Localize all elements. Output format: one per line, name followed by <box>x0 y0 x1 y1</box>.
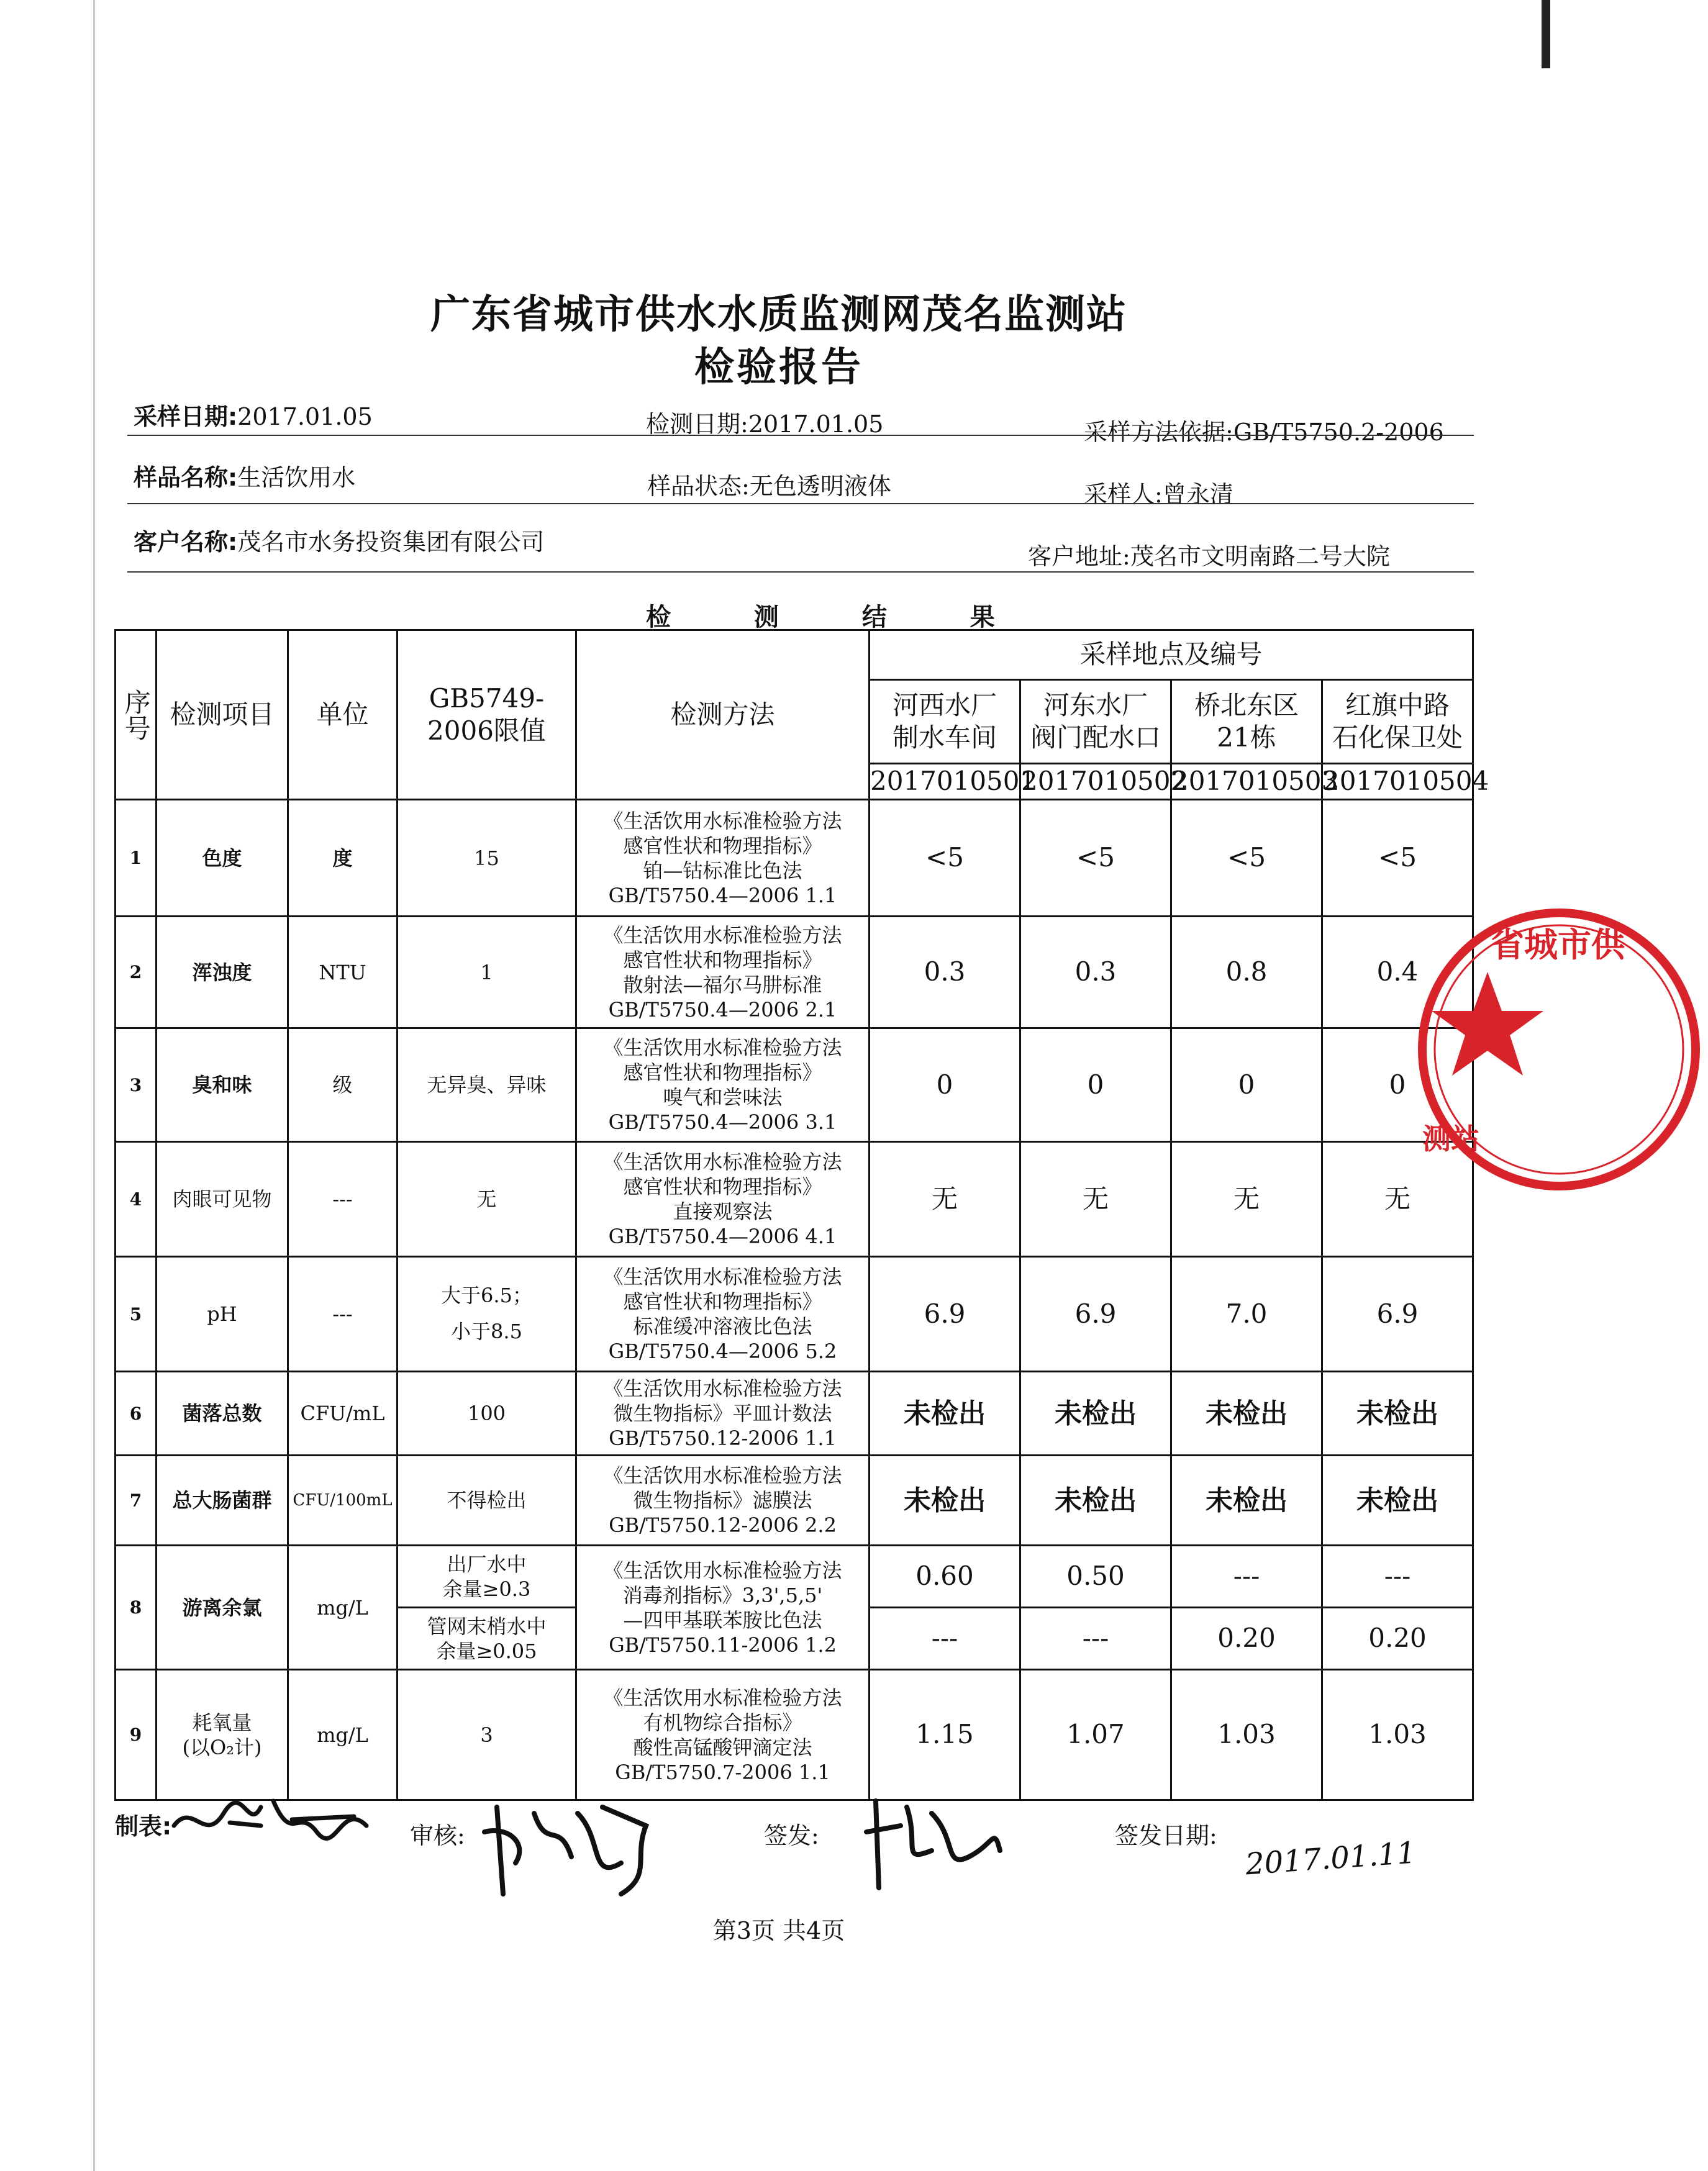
divider <box>127 571 1474 573</box>
row-value: 0.20 <box>1322 1608 1473 1670</box>
signature-reviewer <box>478 1788 665 1906</box>
row-value: 0.50 <box>1020 1546 1171 1608</box>
official-seal <box>1410 900 1708 1199</box>
issued-by <box>764 1816 819 1851</box>
row-limit: 100 <box>397 1372 576 1456</box>
row-no: 6 <box>116 1372 157 1456</box>
row-item: 肉眼可见物 <box>157 1142 288 1257</box>
row-method: 《生活饮用水标准检验方法 微生物指标》平皿计数法 GB/T5750.12-2006 1.1 <box>576 1372 870 1456</box>
row-item: 臭和味 <box>157 1028 288 1142</box>
method-basis-label: 采样方法依据: <box>1084 419 1233 446</box>
sample-name-value: 生活饮用水 <box>237 464 356 491</box>
row-value: 6.9 <box>1322 1257 1473 1372</box>
row-value: 未检出 <box>1171 1372 1322 1456</box>
issued-label: 签发: <box>764 1822 819 1849</box>
location-code: 2017010501 <box>870 764 1020 800</box>
method-basis-value: GB/T5750.2-2006 <box>1233 419 1444 446</box>
sampler-label: 采样人: <box>1084 481 1163 508</box>
header-item: 检测项目 <box>157 630 288 800</box>
row-value: 0 <box>1020 1028 1171 1142</box>
sample-state-value: 无色透明液体 <box>749 473 891 500</box>
row-value: 1.03 <box>1171 1670 1322 1800</box>
location-code: 2017010503 <box>1171 764 1322 800</box>
row-no: 7 <box>116 1456 157 1546</box>
row-value: 未检出 <box>1171 1456 1322 1546</box>
issue-date-label: 签发日期: <box>1115 1822 1217 1849</box>
row-item: 菌落总数 <box>157 1372 288 1456</box>
table-row <box>116 1456 1473 1546</box>
divider <box>127 503 1474 504</box>
row-value: --- <box>1322 1546 1473 1608</box>
row-limit: 1 <box>397 917 576 1028</box>
row-limit: 大于6.5； 小于8.5 <box>397 1257 576 1372</box>
row-method: 《生活饮用水标准检验方法 微生物指标》滤膜法 GB/T5750.12-2006 2.2 <box>576 1456 870 1546</box>
location-code: 2017010504 <box>1322 764 1473 800</box>
client-address <box>1028 537 1390 571</box>
row-limit: 管网末梢水中 余量≥0.05 <box>397 1608 576 1670</box>
row-method: 《生活饮用水标准检验方法 感官性状和物理指标》 嗅气和尝味法 GB/T5750.4—2006 3.1 <box>576 1028 870 1142</box>
sample-state <box>647 467 891 501</box>
sample-state-label: 样品状态: <box>647 473 750 500</box>
test-date <box>646 405 883 439</box>
row-no: 5 <box>116 1257 157 1372</box>
row-value: 无 <box>1171 1142 1322 1257</box>
table-row <box>116 1028 1473 1142</box>
row-value: 未检出 <box>1020 1372 1171 1456</box>
test-date-label: 检测日期: <box>646 410 748 438</box>
row-method: 《生活饮用水标准检验方法 感官性状和物理指标》 铂—钴标准比色法 GB/T5750.4—2006 1.1 <box>576 800 870 917</box>
row-no: 3 <box>116 1028 157 1142</box>
row-item: 总大肠菌群 <box>157 1456 288 1546</box>
row-value: <5 <box>1020 800 1171 917</box>
row-unit: 级 <box>288 1028 397 1142</box>
method-basis <box>1084 413 1444 447</box>
seal-text: 省城市供 <box>1491 925 1625 964</box>
row-value: 无 <box>870 1142 1020 1257</box>
row-value: 1.15 <box>870 1670 1020 1800</box>
row-value: 1.03 <box>1322 1670 1473 1800</box>
row-unit: mg/L <box>288 1546 397 1670</box>
row-value: --- <box>1171 1546 1322 1608</box>
row-unit: --- <box>288 1257 397 1372</box>
location-name: 河西水厂 制水车间 <box>870 680 1020 764</box>
report-org-title: 广东省城市供水水质监测网茂名监测站 <box>430 292 1127 338</box>
sampling-date-value: 2017.01.05 <box>237 403 373 430</box>
row-item: 耗氧量 (以O₂计) <box>157 1670 288 1800</box>
row-limit: 15 <box>397 800 576 917</box>
prepared-label: 制表: <box>115 1813 172 1840</box>
row-method: 《生活饮用水标准检验方法 感官性状和物理指标》 标准缓冲溶液比色法 GB/T5750.4—2006 5.2 <box>576 1257 870 1372</box>
location-code: 2017010502 <box>1020 764 1171 800</box>
issue-date <box>1115 1816 1217 1851</box>
row-value: 无 <box>1322 1142 1473 1257</box>
reviewed-by <box>410 1816 465 1851</box>
location-name: 红旗中路 石化保卫处 <box>1322 680 1473 764</box>
row-limit: 无异臭、异味 <box>397 1028 576 1142</box>
table-row <box>116 1257 1473 1372</box>
results-section-title: 检 测 结 果 <box>646 603 995 632</box>
location-name: 桥北东区 21栋 <box>1171 680 1322 764</box>
row-item: 游离余氯 <box>157 1546 288 1670</box>
row-value: 0.8 <box>1171 917 1322 1028</box>
row-unit: CFU/mL <box>288 1372 397 1456</box>
row-no: 2 <box>116 917 157 1028</box>
page-number: 第3页 共4页 <box>712 1917 845 1944</box>
row-value: 7.0 <box>1171 1257 1322 1372</box>
row-value: 0.3 <box>1020 917 1171 1028</box>
table-row <box>116 1142 1473 1257</box>
row-value: 0 <box>870 1028 1020 1142</box>
test-date-value: 2017.01.05 <box>748 410 884 438</box>
client-name-value: 茂名市水务投资集团有限公司 <box>237 528 545 556</box>
header-locations: 采样地点及编号 <box>870 630 1473 680</box>
row-limit: 3 <box>397 1670 576 1800</box>
seal-text: 测站 <box>1422 1122 1479 1156</box>
sampling-date <box>134 397 373 432</box>
row-item: 浑浊度 <box>157 917 288 1028</box>
row-no: 8 <box>116 1546 157 1670</box>
row-value: --- <box>870 1608 1020 1670</box>
row-unit: 度 <box>288 800 397 917</box>
row-value: 0.60 <box>870 1546 1020 1608</box>
row-value: <5 <box>870 800 1020 917</box>
row-unit: CFU/100mL <box>288 1456 397 1546</box>
results-table <box>114 629 1489 1801</box>
row-value: 未检出 <box>870 1456 1020 1546</box>
client-address-label: 客户地址: <box>1028 543 1130 570</box>
seal-star-icon <box>1432 972 1543 1076</box>
row-value: 无 <box>1020 1142 1171 1257</box>
table-row <box>116 1546 1473 1608</box>
row-no: 1 <box>116 800 157 917</box>
row-value: 0 <box>1171 1028 1322 1142</box>
row-value: <5 <box>1322 800 1473 917</box>
scan-edge-mark <box>1542 0 1550 68</box>
report-title: 检验报告 <box>694 345 863 391</box>
header-method: 检测方法 <box>576 630 870 800</box>
row-item: pH <box>157 1257 288 1372</box>
row-method: 《生活饮用水标准检验方法 感官性状和物理指标》 直接观察法 GB/T5750.4—2006 4.1 <box>576 1142 870 1257</box>
row-value: 0.4 <box>1322 917 1473 1028</box>
prepared-by <box>115 1807 171 1841</box>
reviewed-label: 审核: <box>410 1822 465 1849</box>
row-unit: --- <box>288 1142 397 1257</box>
row-method: 《生活饮用水标准检验方法 有机物综合指标》 酸性高锰酸钾滴定法 GB/T5750.7-2006 1.1 <box>576 1670 870 1800</box>
row-limit: 出厂水中 余量≥0.3 <box>397 1546 576 1608</box>
sample-name <box>134 458 355 492</box>
row-value: 6.9 <box>870 1257 1020 1372</box>
issue-date-handwritten: 2017.01.11 <box>1244 1835 1417 1882</box>
row-method: 《生活饮用水标准检验方法 消毒剂指标》3,3',5,5' —四甲基联苯胺比色法 GB/T5750.11-2006 1.2 <box>576 1546 870 1670</box>
row-value: 0.3 <box>870 917 1020 1028</box>
table-row <box>116 800 1473 917</box>
row-unit: NTU <box>288 917 397 1028</box>
table-row <box>116 917 1473 1028</box>
row-value: --- <box>1020 1608 1171 1670</box>
row-no: 4 <box>116 1142 157 1257</box>
row-value: 未检出 <box>1322 1456 1473 1546</box>
row-value: 未检出 <box>1020 1456 1171 1546</box>
row-value: 未检出 <box>1322 1372 1473 1456</box>
client-name-label: 客户名称: <box>134 528 238 556</box>
row-limit: 不得检出 <box>397 1456 576 1546</box>
row-unit: mg/L <box>288 1670 397 1800</box>
table-row <box>116 1372 1473 1456</box>
header-limit: GB5749-2006限值 <box>397 630 576 800</box>
signature-issuer <box>863 1788 1006 1894</box>
row-limit: 无 <box>397 1142 576 1257</box>
location-name: 河东水厂 阀门配水口 <box>1020 680 1171 764</box>
sample-name-label: 样品名称: <box>134 464 238 491</box>
row-value: 0.20 <box>1171 1608 1322 1670</box>
header-seq: 序号 <box>116 630 157 800</box>
header-unit: 单位 <box>288 630 397 800</box>
row-value: 6.9 <box>1020 1257 1171 1372</box>
row-value: 未检出 <box>870 1372 1020 1456</box>
client-name <box>134 523 544 557</box>
row-value: 0 <box>1322 1028 1473 1142</box>
row-value: <5 <box>1171 800 1322 917</box>
divider <box>127 435 1474 436</box>
row-method: 《生活饮用水标准检验方法 感官性状和物理指标》 散射法—福尔马肼标准 GB/T5750.4—2006 2.1 <box>576 917 870 1028</box>
row-value: 1.07 <box>1020 1670 1171 1800</box>
row-item: 色度 <box>157 800 288 917</box>
sampler-value: 曾永清 <box>1162 481 1233 508</box>
signature-prepared <box>168 1788 373 1857</box>
client-address-value: 茂名市文明南路二号大院 <box>1130 543 1390 570</box>
row-no: 9 <box>116 1670 157 1800</box>
table-row <box>116 1670 1473 1800</box>
sampling-date-label: 采样日期: <box>134 403 238 430</box>
